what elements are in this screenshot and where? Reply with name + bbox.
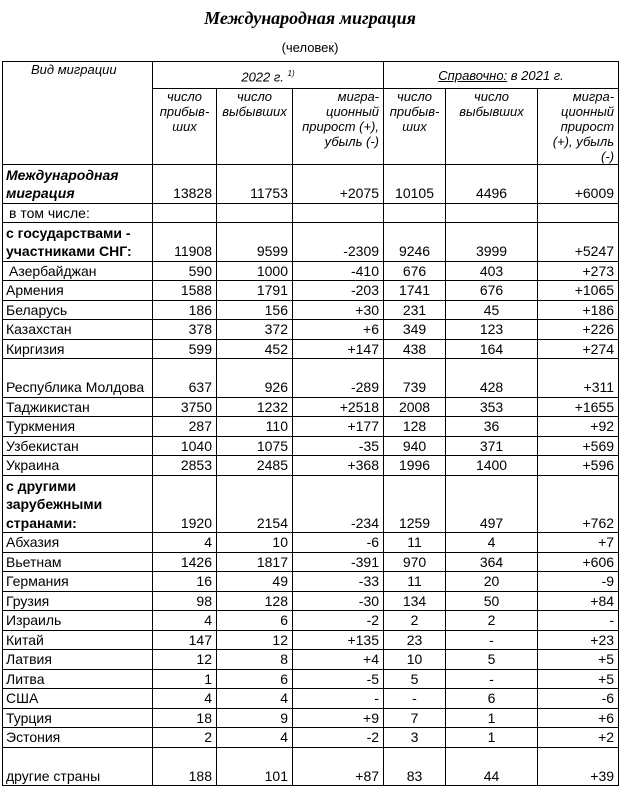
row-label: Азербайджан — [3, 261, 153, 281]
cell-departures-2021: 353 — [446, 397, 538, 417]
cell-net-2022: -391 — [293, 552, 384, 572]
cell-arrivals-2022: 1588 — [153, 281, 217, 301]
cell-net-2022: +2518 — [293, 397, 384, 417]
row-label: Эстония — [3, 728, 153, 748]
cell-net-2022: -33 — [293, 572, 384, 592]
column-header-departures-2021: число выбывших — [446, 89, 538, 165]
cell-departures-2021: - — [446, 669, 538, 689]
table-row — [3, 359, 619, 398]
row-label: с другими зарубежными странами: — [3, 475, 153, 533]
table-row — [3, 320, 619, 340]
cell-net-2022 — [293, 203, 384, 223]
cell-departures-2022: 9599 — [217, 223, 293, 262]
cell-arrivals-2022: 12 — [153, 650, 217, 670]
cell-arrivals-2022: 11908 — [153, 223, 217, 262]
table-row — [3, 339, 619, 359]
cell-departures-2021: 6 — [446, 689, 538, 709]
cell-net-2021: +273 — [538, 261, 619, 281]
column-header-arrivals-2021: число прибыв-ших — [384, 89, 446, 165]
cell-arrivals-2022: 3750 — [153, 397, 217, 417]
row-label: Литва — [3, 669, 153, 689]
table-row — [3, 533, 619, 553]
cell-arrivals-2021: 11 — [384, 572, 446, 592]
cell-departures-2021: 676 — [446, 281, 538, 301]
table-row — [3, 630, 619, 650]
cell-arrivals-2021: 676 — [384, 261, 446, 281]
cell-departures-2021: 403 — [446, 261, 538, 281]
table-row — [3, 572, 619, 592]
cell-departures-2022: 128 — [217, 591, 293, 611]
cell-net-2021: +596 — [538, 456, 619, 476]
cell-net-2022: -234 — [293, 475, 384, 533]
cell-arrivals-2022: 18 — [153, 708, 217, 728]
cell-departures-2022: 8 — [217, 650, 293, 670]
column-header-net-2021: мигра-ционный прирост (+), убыль (-) — [538, 89, 619, 165]
row-label: Беларусь — [3, 300, 153, 320]
row-label: Турция — [3, 708, 153, 728]
table-row — [3, 281, 619, 301]
cell-departures-2022: 1000 — [217, 261, 293, 281]
cell-net-2021: +569 — [538, 436, 619, 456]
cell-arrivals-2022: 13828 — [153, 165, 217, 204]
migration-table — [2, 61, 619, 786]
row-label: Узбекистан — [3, 436, 153, 456]
cell-departures-2022: 2485 — [217, 456, 293, 476]
cell-net-2022: +87 — [293, 747, 384, 786]
column-header-arrivals-2022: число прибыв-ших — [153, 89, 217, 165]
row-label: Украина — [3, 456, 153, 476]
row-label: США — [3, 689, 153, 709]
cell-net-2022: +2075 — [293, 165, 384, 204]
cell-net-2021: +311 — [538, 359, 619, 398]
row-label: Китай — [3, 630, 153, 650]
cell-arrivals-2021: 438 — [384, 339, 446, 359]
cell-arrivals-2021: 10 — [384, 650, 446, 670]
cell-arrivals-2021: 970 — [384, 552, 446, 572]
cell-departures-2022: 6 — [217, 669, 293, 689]
table-row — [3, 165, 619, 204]
row-label: Туркмения — [3, 417, 153, 437]
cell-arrivals-2021: 739 — [384, 359, 446, 398]
cell-departures-2021: 1400 — [446, 456, 538, 476]
cell-arrivals-2022: 599 — [153, 339, 217, 359]
cell-net-2022: - — [293, 689, 384, 709]
cell-departures-2022: 12 — [217, 630, 293, 650]
cell-net-2021: +762 — [538, 475, 619, 533]
cell-net-2022: +135 — [293, 630, 384, 650]
cell-arrivals-2021: 128 — [384, 417, 446, 437]
cell-arrivals-2022: 188 — [153, 747, 217, 786]
cell-arrivals-2021: 23 — [384, 630, 446, 650]
table-row — [3, 747, 619, 786]
cell-arrivals-2022: 147 — [153, 630, 217, 650]
cell-departures-2021: 1 — [446, 728, 538, 748]
cell-net-2021: +186 — [538, 300, 619, 320]
cell-net-2021: +1655 — [538, 397, 619, 417]
cell-net-2022: +368 — [293, 456, 384, 476]
cell-departures-2021: 2 — [446, 611, 538, 631]
group-2021-label: в 2021 г. — [507, 67, 564, 83]
row-label: с государствами - участниками СНГ: — [3, 223, 153, 262]
table-row — [3, 417, 619, 437]
cell-net-2021: +606 — [538, 552, 619, 572]
cell-arrivals-2021: 11 — [384, 533, 446, 553]
cell-net-2022: -203 — [293, 281, 384, 301]
cell-arrivals-2021: 1996 — [384, 456, 446, 476]
row-label-header: Вид миграции — [3, 62, 153, 165]
cell-net-2022: -30 — [293, 591, 384, 611]
cell-departures-2022: 11753 — [217, 165, 293, 204]
footnote-mark: 1) — [287, 68, 295, 78]
cell-arrivals-2022: 287 — [153, 417, 217, 437]
row-label: Республика Молдова — [3, 359, 153, 398]
cell-arrivals-2022 — [153, 203, 217, 223]
row-label: в том числе: — [3, 203, 153, 223]
cell-arrivals-2022: 1 — [153, 669, 217, 689]
group-header-2021 — [384, 62, 619, 89]
cell-net-2022: -410 — [293, 261, 384, 281]
cell-departures-2022: 110 — [217, 417, 293, 437]
cell-net-2022: +6 — [293, 320, 384, 340]
cell-arrivals-2022: 186 — [153, 300, 217, 320]
cell-net-2021: +5 — [538, 669, 619, 689]
table-row — [3, 689, 619, 709]
cell-departures-2021: 36 — [446, 417, 538, 437]
cell-departures-2022: 372 — [217, 320, 293, 340]
cell-departures-2021: 5 — [446, 650, 538, 670]
cell-arrivals-2021 — [384, 203, 446, 223]
cell-net-2022: -2 — [293, 728, 384, 748]
cell-departures-2022: 9 — [217, 708, 293, 728]
cell-arrivals-2021: 2008 — [384, 397, 446, 417]
cell-net-2022: +177 — [293, 417, 384, 437]
cell-arrivals-2021: 1259 — [384, 475, 446, 533]
cell-departures-2022: 1791 — [217, 281, 293, 301]
table-row — [3, 397, 619, 417]
table-row — [3, 728, 619, 748]
cell-net-2021: +92 — [538, 417, 619, 437]
cell-arrivals-2022: 4 — [153, 689, 217, 709]
cell-departures-2021: 123 — [446, 320, 538, 340]
cell-net-2021: +226 — [538, 320, 619, 340]
cell-arrivals-2022: 16 — [153, 572, 217, 592]
row-label: Киргизия — [3, 339, 153, 359]
table-row — [3, 611, 619, 631]
row-label: другие страны — [3, 747, 153, 786]
cell-net-2022: +4 — [293, 650, 384, 670]
cell-arrivals-2021: 3 — [384, 728, 446, 748]
cell-departures-2021: 45 — [446, 300, 538, 320]
cell-arrivals-2022: 1920 — [153, 475, 217, 533]
cell-arrivals-2022: 1040 — [153, 436, 217, 456]
cell-arrivals-2022: 637 — [153, 359, 217, 398]
cell-net-2022: -2309 — [293, 223, 384, 262]
cell-departures-2021: 44 — [446, 747, 538, 786]
row-label: Германия — [3, 572, 153, 592]
cell-net-2021: +7 — [538, 533, 619, 553]
cell-net-2021: - — [538, 611, 619, 631]
cell-departures-2022: 452 — [217, 339, 293, 359]
row-label: Международная миграция — [3, 165, 153, 204]
cell-arrivals-2021: 349 — [384, 320, 446, 340]
cell-arrivals-2021: 83 — [384, 747, 446, 786]
cell-departures-2022 — [217, 203, 293, 223]
page-title: Международная миграция — [204, 8, 416, 28]
cell-departures-2021: 3999 — [446, 223, 538, 262]
cell-arrivals-2021: 2 — [384, 611, 446, 631]
table-row — [3, 223, 619, 262]
table-row — [3, 300, 619, 320]
row-label: Абхазия — [3, 533, 153, 553]
group-2021-prefix: Справочно: — [438, 67, 508, 83]
row-label: Израиль — [3, 611, 153, 631]
cell-net-2021: +84 — [538, 591, 619, 611]
cell-arrivals-2022: 98 — [153, 591, 217, 611]
cell-arrivals-2021: 134 — [384, 591, 446, 611]
cell-arrivals-2021: 7 — [384, 708, 446, 728]
cell-departures-2022: 1232 — [217, 397, 293, 417]
cell-net-2021: +5 — [538, 650, 619, 670]
cell-net-2021: +6 — [538, 708, 619, 728]
table-row — [3, 203, 619, 223]
cell-arrivals-2021: 9246 — [384, 223, 446, 262]
row-label: Латвия — [3, 650, 153, 670]
cell-arrivals-2021: 10105 — [384, 165, 446, 204]
table-row — [3, 650, 619, 670]
cell-departures-2021: 50 — [446, 591, 538, 611]
cell-departures-2021: 371 — [446, 436, 538, 456]
row-label: Таджикистан — [3, 397, 153, 417]
row-label: Вьетнам — [3, 552, 153, 572]
cell-arrivals-2021: - — [384, 689, 446, 709]
cell-departures-2021: 164 — [446, 339, 538, 359]
cell-net-2021: +39 — [538, 747, 619, 786]
cell-departures-2022: 6 — [217, 611, 293, 631]
cell-net-2021: -6 — [538, 689, 619, 709]
row-label: Казахстан — [3, 320, 153, 340]
cell-departures-2021: 364 — [446, 552, 538, 572]
cell-arrivals-2022: 1426 — [153, 552, 217, 572]
table-row — [3, 436, 619, 456]
cell-net-2021: -9 — [538, 572, 619, 592]
cell-arrivals-2022: 4 — [153, 611, 217, 631]
cell-departures-2022: 1817 — [217, 552, 293, 572]
column-header-net-2022: мигра-ционный прирост (+), убыль (-) — [293, 89, 384, 165]
row-label: Грузия — [3, 591, 153, 611]
cell-departures-2022: 926 — [217, 359, 293, 398]
cell-net-2021: +23 — [538, 630, 619, 650]
cell-net-2022: -289 — [293, 359, 384, 398]
table-row — [3, 261, 619, 281]
cell-departures-2022: 10 — [217, 533, 293, 553]
cell-net-2021: +274 — [538, 339, 619, 359]
cell-departures-2022: 1075 — [217, 436, 293, 456]
unit-label: (человек) — [281, 40, 339, 55]
cell-net-2022: +9 — [293, 708, 384, 728]
cell-arrivals-2022: 2853 — [153, 456, 217, 476]
table-row — [3, 669, 619, 689]
table-row — [3, 591, 619, 611]
cell-net-2021: +6009 — [538, 165, 619, 204]
cell-net-2022: +147 — [293, 339, 384, 359]
table-row — [3, 456, 619, 476]
cell-net-2021 — [538, 203, 619, 223]
cell-departures-2021: 497 — [446, 475, 538, 533]
column-header-departures-2022: число выбывших — [217, 89, 293, 165]
cell-arrivals-2021: 5 — [384, 669, 446, 689]
cell-departures-2022: 156 — [217, 300, 293, 320]
cell-arrivals-2022: 4 — [153, 533, 217, 553]
cell-net-2022: -35 — [293, 436, 384, 456]
cell-departures-2021: 4496 — [446, 165, 538, 204]
cell-net-2022: -5 — [293, 669, 384, 689]
group-2022-label: 2022 г. — [241, 69, 284, 85]
cell-arrivals-2021: 231 — [384, 300, 446, 320]
cell-departures-2022: 4 — [217, 689, 293, 709]
cell-departures-2022: 2154 — [217, 475, 293, 533]
group-header-2022 — [153, 62, 384, 89]
table-row — [3, 475, 619, 533]
cell-arrivals-2022: 378 — [153, 320, 217, 340]
cell-departures-2021: 428 — [446, 359, 538, 398]
cell-departures-2021: 20 — [446, 572, 538, 592]
row-label: Армения — [3, 281, 153, 301]
cell-net-2021: +5247 — [538, 223, 619, 262]
cell-net-2022: -2 — [293, 611, 384, 631]
cell-departures-2022: 101 — [217, 747, 293, 786]
cell-arrivals-2022: 590 — [153, 261, 217, 281]
cell-departures-2021: - — [446, 630, 538, 650]
cell-net-2022: -6 — [293, 533, 384, 553]
cell-departures-2021: 4 — [446, 533, 538, 553]
table-row — [3, 708, 619, 728]
cell-net-2022: +30 — [293, 300, 384, 320]
cell-arrivals-2021: 1741 — [384, 281, 446, 301]
cell-arrivals-2022: 2 — [153, 728, 217, 748]
cell-net-2021: +1065 — [538, 281, 619, 301]
cell-arrivals-2021: 940 — [384, 436, 446, 456]
cell-departures-2022: 4 — [217, 728, 293, 748]
cell-departures-2022: 49 — [217, 572, 293, 592]
cell-departures-2021: 1 — [446, 708, 538, 728]
cell-departures-2021 — [446, 203, 538, 223]
cell-net-2021: +2 — [538, 728, 619, 748]
table-row — [3, 552, 619, 572]
